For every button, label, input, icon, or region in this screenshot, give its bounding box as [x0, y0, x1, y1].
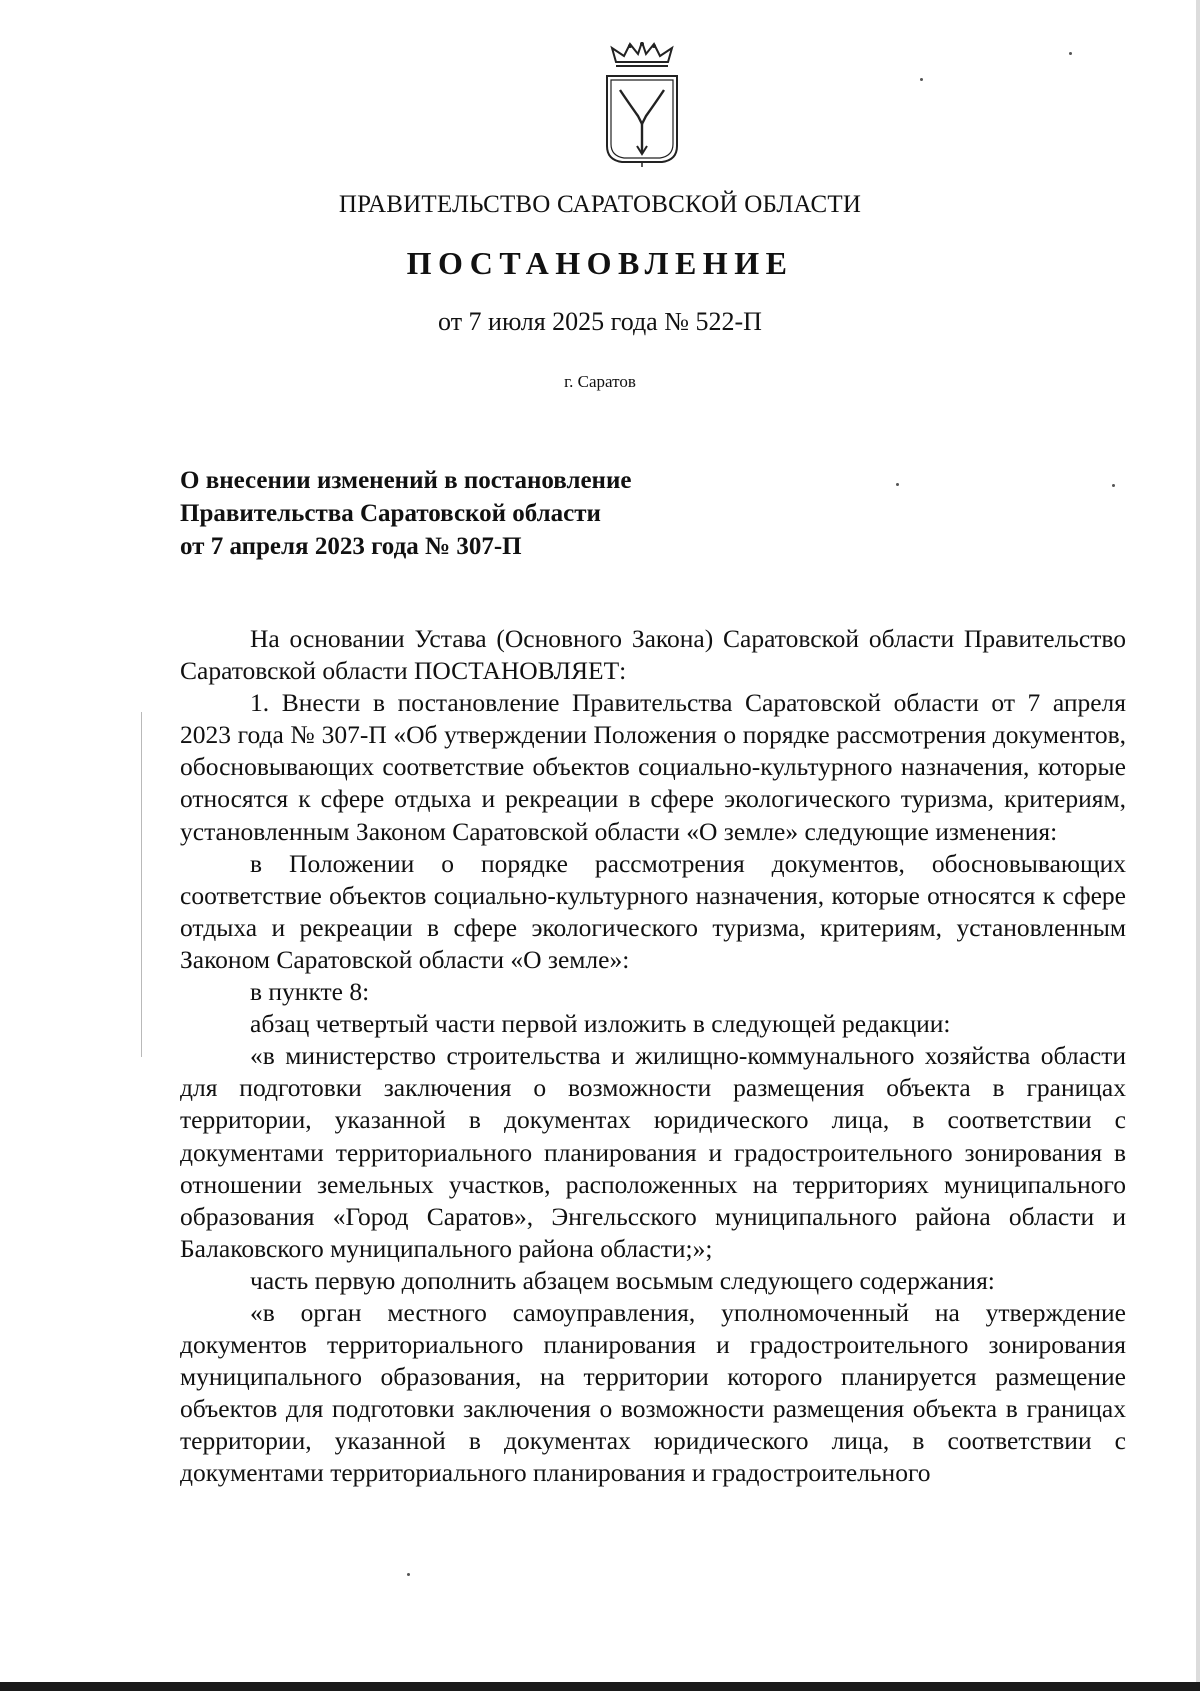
- body-paragraph: абзац четвертый части первой изложить в следующей редакции:: [250, 1009, 951, 1039]
- document-date-number: от 7 июля 2025 года № 522-П: [438, 307, 762, 336]
- body-paragraph: в пункте 8:: [250, 977, 370, 1007]
- scan-edge-bottom: [0, 1682, 1200, 1691]
- body-paragraph: «в орган местного самоуправления, уполномоченный на утверждение документов территориального планирования и градостроительного зонирования муниципального образования, на территории которого планируется размещение объектов для подготовки заключения о возможности размещения объекта в границах территории, указанной в документах юридического лица, в соответствии с документами территориального планирования и градостроительного: [180, 1297, 1126, 1488]
- subject-line: от 7 апреля 2023 года № 307-П: [180, 533, 522, 560]
- body-paragraph: «в министерство строительства и жилищно-коммунального хозяйства области для подготовки заключения о возможности размещения объекта в границах территории, указанной в документах юридического лица, в соответствии с документами территориального планирования и градостроительного зонирования в отношении земельных участков, расположенных на территориях муниципального образования «Город Саратов», Энгельсского муниципального района области и Балаковского муниципального района области;»;: [180, 1041, 1126, 1263]
- document-body: [180, 623, 1126, 1490]
- scan-artifact-line: [141, 712, 142, 1057]
- document-type-title: ПОСТАНОВЛЕНИЕ: [406, 245, 794, 281]
- scan-speck: [1069, 52, 1072, 55]
- body-paragraph: часть первую дополнить абзацем восьмым следующего содержания:: [250, 1265, 995, 1295]
- document-subject: [180, 464, 780, 563]
- document-city: г. Саратов: [564, 372, 636, 391]
- body-paragraph: На основании Устава (Основного Закона) Саратовской области Правительство Саратовской области ПОСТАНОВЛЯЕТ:: [180, 624, 1126, 686]
- body-paragraph: в Положении о порядке рассмотрения документов, обосновывающих соответствие объектов социально-культурного назначения, которые относятся к сфере отдыха и рекреации в сфере экологического туризма, критериям, установленным Законом Саратовской области «О земле»:: [180, 848, 1126, 974]
- organization-title: ПРАВИТЕЛЬСТВО САРАТОВСКОЙ ОБЛАСТИ: [338, 191, 862, 218]
- body-paragraph: 1. Внести в постановление Правительства Саратовской области от 7 апреля 2023 года № 307-П «Об утверждении Положения о порядке рассмотрения документов, обосновывающих соответствие объектов социально-культурного назначения, которые относятся к сфере отдыха и рекреации в сфере экологического туризма, критериям, установленным Законом Саратовской области «О земле» следующие изменения:: [180, 688, 1126, 846]
- scan-speck: [920, 78, 923, 81]
- scan-speck: [407, 1573, 410, 1576]
- scan-speck: [1112, 484, 1115, 487]
- scan-speck: [896, 483, 899, 486]
- scan-edge-right: [1196, 0, 1200, 1691]
- saratov-coat-of-arms-icon: [604, 42, 680, 168]
- subject-line: О внесении изменений в постановление: [180, 467, 632, 494]
- subject-line: Правительства Саратовской области: [180, 500, 601, 527]
